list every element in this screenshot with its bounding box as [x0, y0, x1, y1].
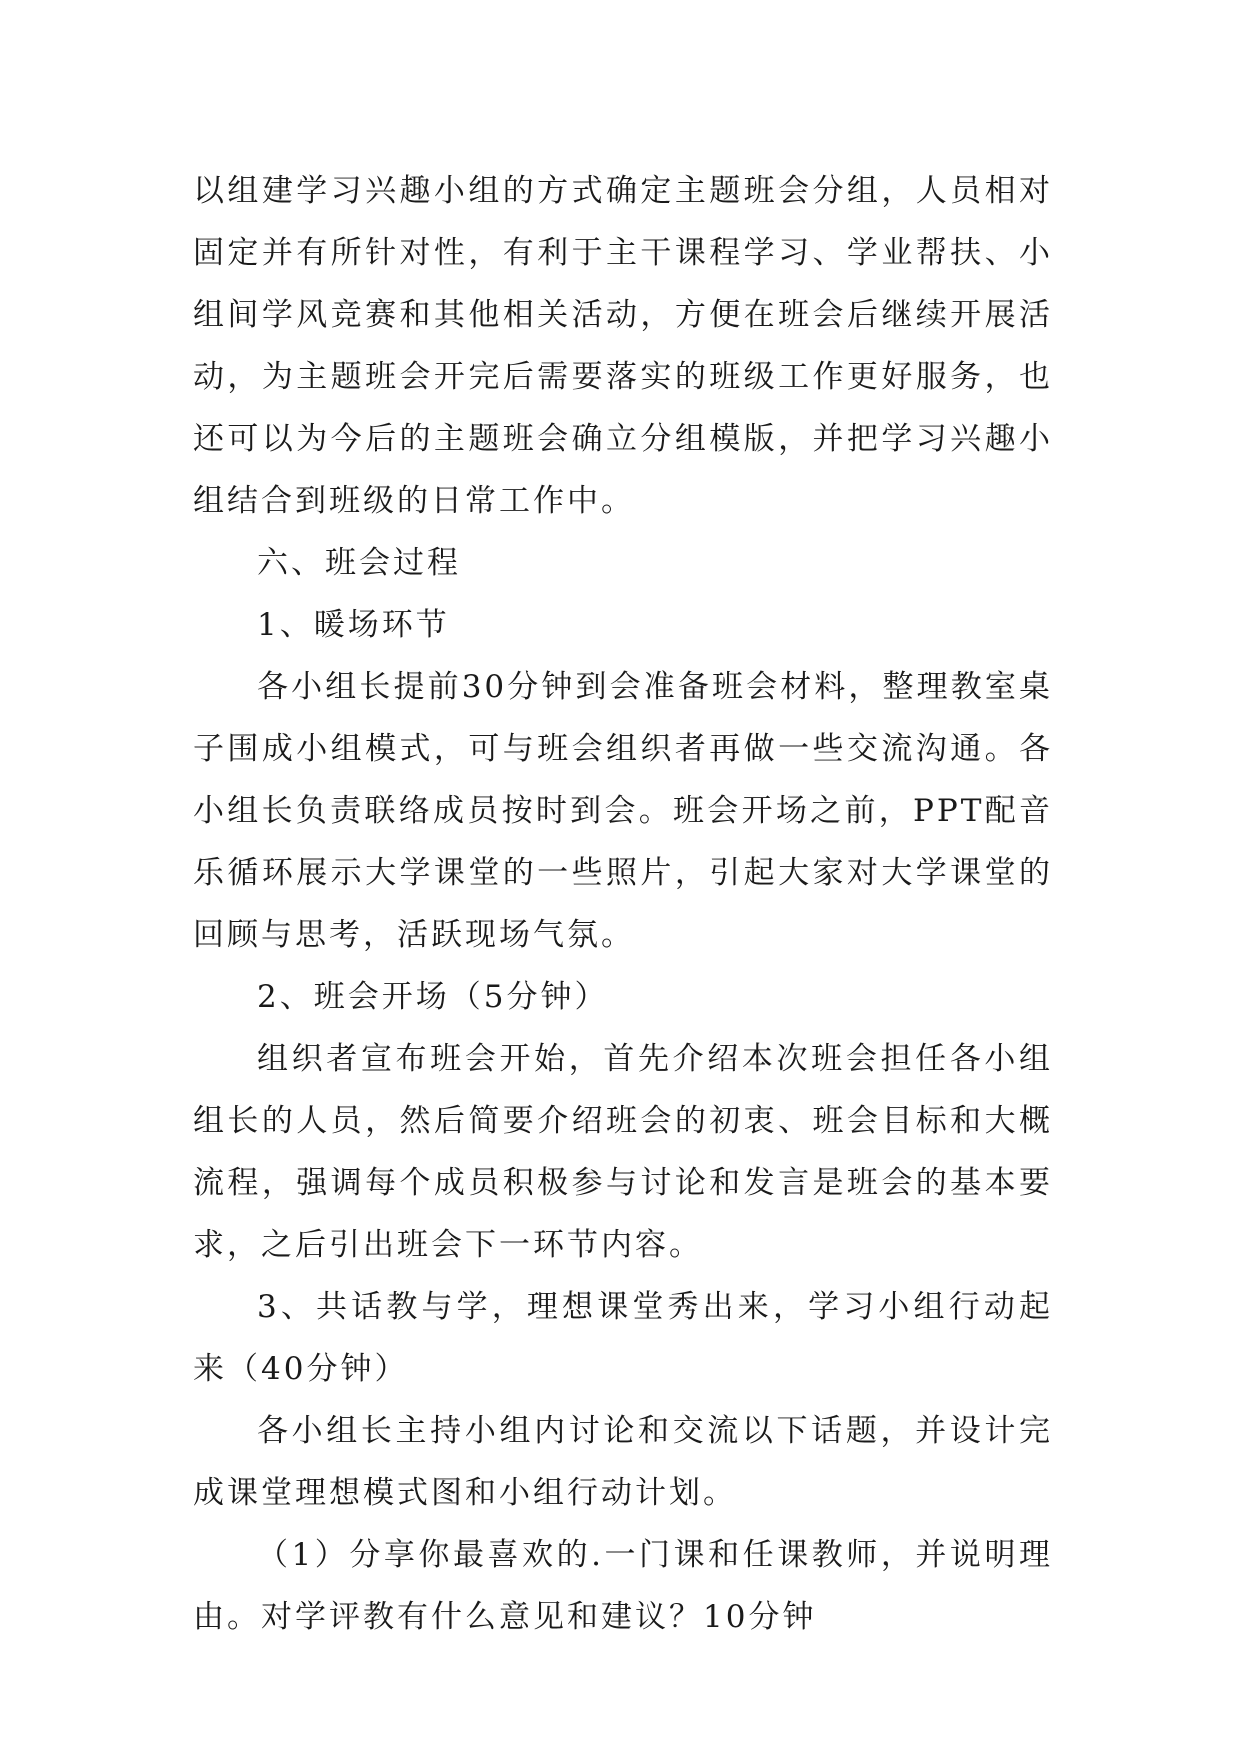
paragraph-warm-up: 各小组长提前30分钟到会准备班会材料，整理教室桌子围成小组模式，可与班会组织者再做一些交流沟通。各小组长负责联络成员按时到会。班会开场之前，PPT配音乐循环展示大学课堂的一些照片，引起大家对大学课堂的回顾与思考，活跃现场气氛。: [193, 669, 1053, 953]
section-heading-class-meeting-process: 六、班会过程: [257, 545, 461, 581]
subheading-teaching-learning: 3、共话教与学，理想课堂秀出来，学习小组行动起来（40分钟）: [193, 1289, 1053, 1387]
paragraph-favorite-course: （1）分享你最喜欢的.一门课和任课教师，并说明理由。对学评教有什么意见和建议？10分钟: [193, 1537, 1053, 1635]
document-body: [193, 160, 1053, 1648]
paragraph-opening: 组织者宣布班会开始，首先介绍本次班会担任各小组组长的人员，然后简要介绍班会的初衷、班会目标和大概流程，强调每个成员积极参与讨论和发言是班会的基本要求，之后引出班会下一环节内容。: [193, 1041, 1053, 1263]
paragraph-group-formation: 以组建学习兴趣小组的方式确定主题班会分组，人员相对固定并有所针对性，有利于主干课程学习、学业帮扶、小组间学风竞赛和其他相关活动，方便在班会后继续开展活动，为主题班会开完后需要落实的班级工作更好服务，也还可以为今后的主题班会确立分组模版，并把学习兴趣小组结合到班级的日常工作中。: [193, 173, 1053, 519]
paragraph-group-discussion: 各小组长主持小组内讨论和交流以下话题，并设计完成课堂理想模式图和小组行动计划。: [193, 1413, 1053, 1511]
subheading-opening: 2、班会开场（5分钟）: [257, 979, 609, 1015]
subheading-warm-up: 1、暖场环节: [257, 607, 450, 643]
